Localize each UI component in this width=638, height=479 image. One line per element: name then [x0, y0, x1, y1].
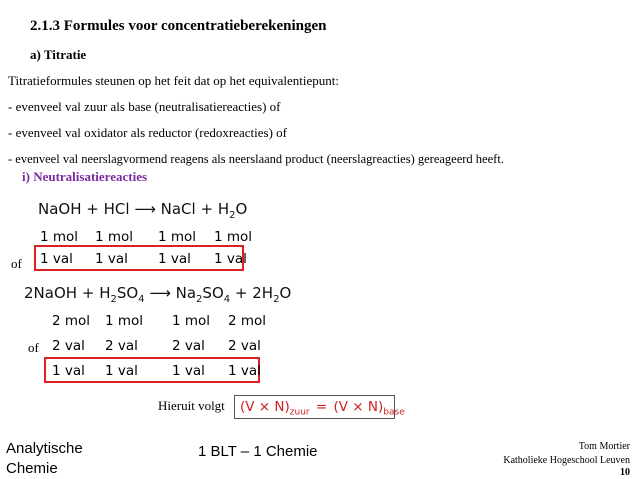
plus-sign: + [200, 200, 214, 218]
footer-course-line1: Analytische [6, 440, 83, 457]
bullet-redox: - evenveel val oxidator als reductor (redoxreacties) of [8, 125, 288, 140]
footer-course-line2: Chemie [6, 460, 58, 477]
reactant-hcl: HCl [103, 200, 130, 218]
reactant-h2so4: $H_2SO_4$ [99, 284, 145, 305]
r2-mol-4: 2 mol [228, 313, 267, 329]
r2-val1-1: 1 val [52, 363, 85, 379]
footer-institution: Katholieke Hogeschool Leuven [503, 455, 630, 466]
section-subtitle: a) Titratie [30, 47, 87, 62]
r2-val2-2: 2 val [105, 338, 138, 354]
r1-of-label: of [11, 256, 22, 271]
result-label: Hieruit volgt [158, 398, 225, 413]
subsection-title: i) Neutralisatiereacties [22, 169, 148, 184]
r1-val-1: 1 val [40, 251, 73, 267]
product-nacl: NaCl [160, 200, 196, 218]
product-2h2o: $2H_2O$ [252, 284, 292, 305]
reactant-2naoh: 2NaOH [24, 284, 78, 302]
reaction-2-equation [24, 284, 291, 305]
bullet-acid-base: - evenveel val zuur als base (neutralisatiereacties) of [8, 99, 281, 114]
product-na2so4: $Na_2SO_4$ [175, 284, 231, 305]
reactant-naoh: NaOH [38, 200, 82, 218]
r2-of-label: of [28, 340, 39, 355]
r2-val2-3: 2 val [172, 338, 205, 354]
reaction-arrow: ⟶ [149, 284, 171, 302]
footer-program: 1 BLT – 1 Chemie [198, 443, 318, 460]
r1-val-4: 1 val [214, 251, 247, 267]
r2-val1-4: 1 val [228, 363, 261, 379]
intro-text: Titratieformules steunen op het feit dat op het equivalentiepunt: [8, 73, 339, 88]
plus-sign: + [86, 200, 99, 218]
plus-sign: + [234, 284, 248, 302]
r2-val1-2: 1 val [105, 363, 138, 379]
product-water: $H_2O$ [217, 200, 248, 221]
r2-mol-3: 1 mol [172, 313, 211, 329]
r1-val-3: 1 val [158, 251, 191, 267]
bullet-precipitation: - evenveel val neerslagvormend reagens als neerslaand product (neerslagreacties) gereageerd heeft. [8, 152, 504, 166]
section-title: 2.1.3 Formules voor concentratieberekeningen [30, 18, 327, 34]
r1-mol-2: 1 mol [95, 229, 134, 245]
r2-mol-1: 2 mol [52, 313, 91, 329]
footer-author: Tom Mortier [578, 441, 630, 452]
plus-sign: + [81, 284, 95, 302]
r1-mol-3: 1 mol [158, 229, 197, 245]
r1-val-2: 1 val [95, 251, 128, 267]
result-formula: $(V \times N)_{zuur} = (V \times N)_{base}$ [240, 399, 405, 418]
r2-val2-4: 2 val [228, 338, 261, 354]
r1-mol-4: 1 mol [214, 229, 253, 245]
r1-mol-1: 1 mol [40, 229, 79, 245]
reaction-1-equation [38, 200, 247, 221]
page-number: 10 [620, 467, 630, 478]
r2-mol-2: 1 mol [105, 313, 144, 329]
r2-val2-1: 2 val [52, 338, 85, 354]
reaction-arrow: ⟶ [134, 200, 156, 218]
r2-val1-3: 1 val [172, 363, 205, 379]
